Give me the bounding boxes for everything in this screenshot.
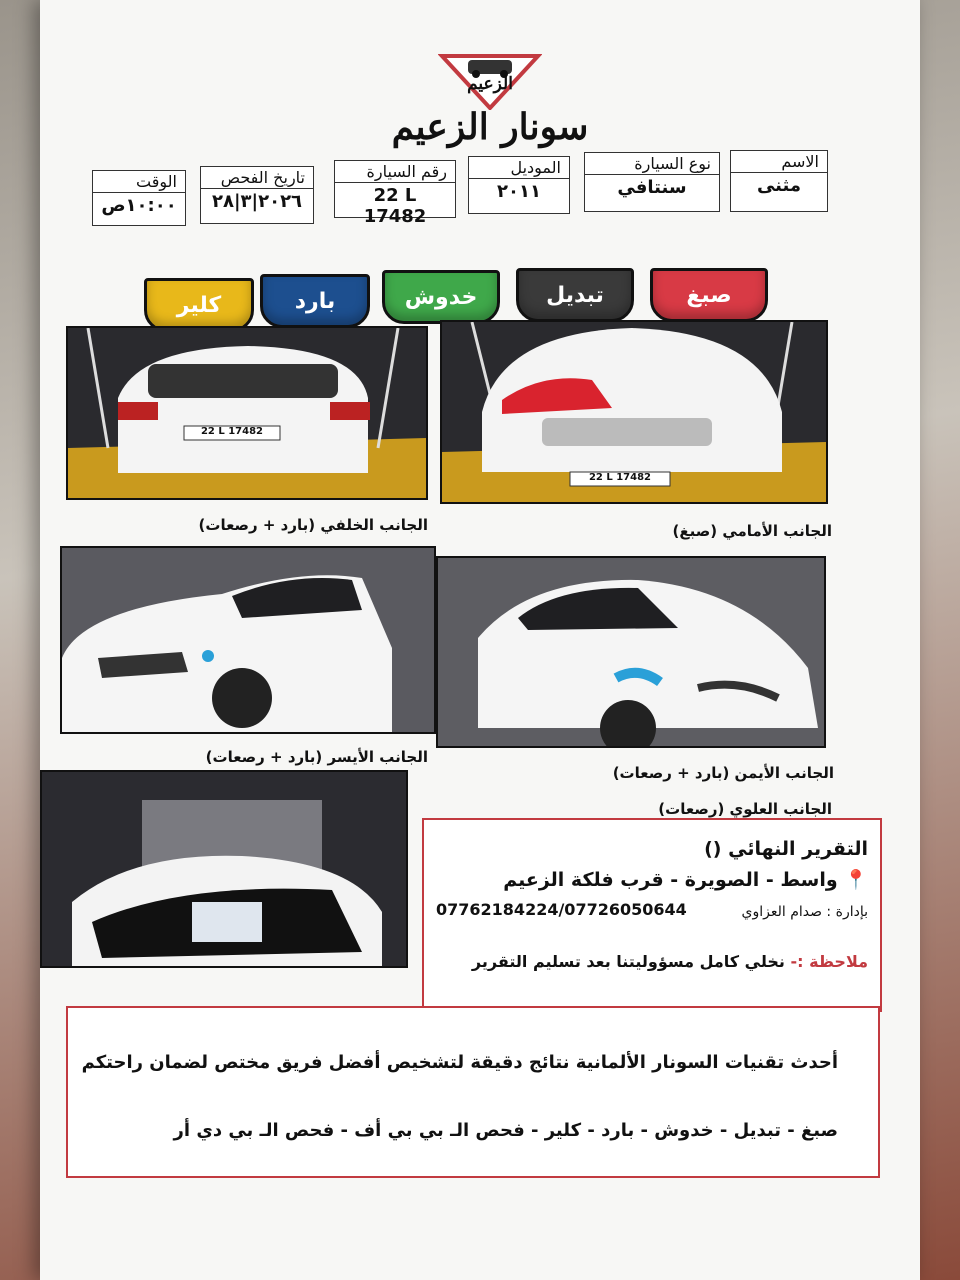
field-date-label: تاريخ الفحص <box>201 167 313 189</box>
field-time-value: ١٠:٠٠ص <box>101 195 177 216</box>
final-report <box>422 818 882 1012</box>
legend-cold-fix: بارد <box>260 274 370 328</box>
footer-line-2: صبغ - تبديل - خدوش - بارد - كلير - فحص الـ بي بي أف - فحص الـ بي دي أر <box>173 1120 838 1141</box>
legend-paint: صبغ <box>650 268 768 322</box>
field-plate <box>334 160 456 227</box>
field-model <box>468 156 570 214</box>
legend-scratches: خدوش <box>382 270 500 324</box>
caption-top: الجانب العلوي (رصعات) <box>658 800 832 818</box>
note-text: نخلي كامل مسؤوليتنا بعد تسليم التقرير <box>471 952 785 971</box>
phone-numbers: 07762184224/07726050644 <box>436 900 687 919</box>
logo-text: الزعيم <box>467 74 513 94</box>
caption-left-side: الجانب الأيسر (بارد + رصعات) <box>205 748 428 766</box>
field-model-label: الموديل <box>469 157 569 179</box>
field-plate-label: رقم السيارة <box>335 161 455 183</box>
photo-front <box>440 320 828 504</box>
field-time <box>92 170 186 226</box>
manager-text: بإدارة : صدام العزاوي <box>741 904 868 920</box>
field-time-label: الوقت <box>93 171 185 193</box>
legend-replace: تبديل <box>516 268 634 322</box>
footer-line-1: أحدث تقنيات السونار الألمانية نتائج دقيقة لتشخيص أفضل فريق مختص لضمان راحتكم <box>81 1052 838 1073</box>
photo-right-side <box>436 556 826 748</box>
report-note <box>472 952 868 971</box>
caption-front: الجانب الأمامي (صبغ) <box>672 522 832 540</box>
front-plate: 22 L 17482 <box>588 472 652 483</box>
field-date-value: ٢٠٢٦|٣|٢٨ <box>211 191 303 212</box>
logo <box>438 52 542 110</box>
legend-clear: كلير <box>144 278 254 332</box>
brand-title: سونار الزعيم <box>391 106 589 148</box>
rear-plate: 22 L 17482 <box>200 426 264 437</box>
field-date <box>200 166 314 224</box>
report-address <box>503 868 868 891</box>
caption-right-side: الجانب الأيمن (بارد + رصعات) <box>612 764 834 782</box>
field-car-type-value: سنتافي <box>617 177 687 198</box>
footer-box <box>66 1006 880 1178</box>
address-text: واسط - الصويرة - قرب فلكة الزعيم <box>503 869 838 891</box>
report-manager-line <box>742 904 869 920</box>
field-name-label: الاسم <box>731 151 827 173</box>
field-car-type <box>584 152 720 212</box>
photo-rear <box>66 326 428 500</box>
field-car-type-label: نوع السيارة <box>585 153 719 175</box>
field-model-value: ٢٠١١ <box>497 181 541 202</box>
note-label: ملاحظة :- <box>790 952 868 971</box>
report-page <box>40 0 920 1280</box>
photo-top <box>40 770 408 968</box>
photo-left-side <box>60 546 436 734</box>
location-pin-icon: 📍 <box>844 869 868 891</box>
field-plate-value: 22 L 17482 <box>363 185 427 227</box>
caption-rear: الجانب الخلفي (بارد + رصعات) <box>198 516 428 534</box>
field-name <box>730 150 828 212</box>
report-title: التقرير النهائي () <box>704 838 868 860</box>
field-name-value: مثنى <box>756 175 802 196</box>
